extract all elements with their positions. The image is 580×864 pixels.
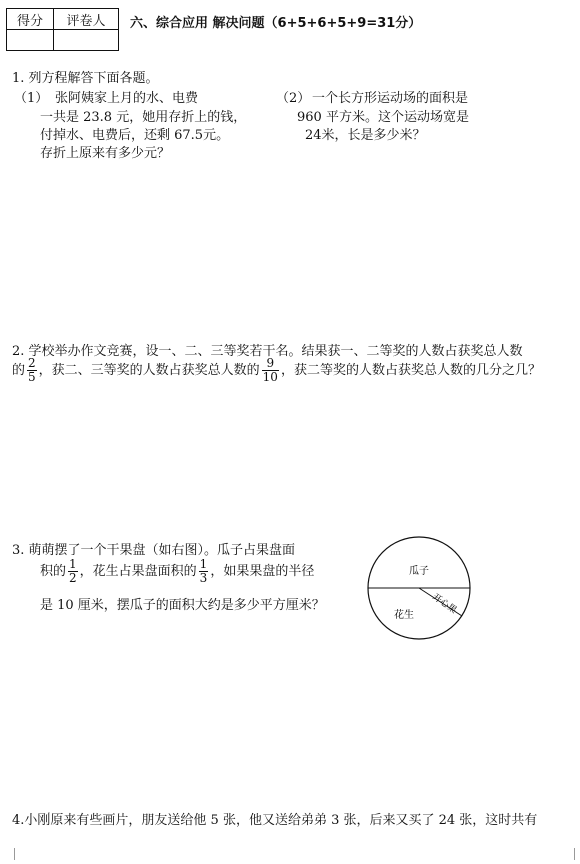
q2-text: 的 <box>12 363 26 378</box>
q1a-number: （1） <box>14 91 49 106</box>
fraction-numerator: 1 <box>69 557 77 571</box>
q1b-number: （2） <box>276 91 311 106</box>
q2-text: ，获二、三等奖的人数占获奖总人数的 <box>38 363 260 378</box>
fraction-numerator: 2 <box>28 356 36 370</box>
q2-line1: 2. 学校举办作文竞赛，设一、二、三等奖若干名。结果获一、二等奖的人数占获奖总人数 <box>12 344 523 359</box>
fraction <box>262 357 279 384</box>
fraction-denominator: 2 <box>69 571 77 585</box>
q3-text: ，花生占果盘面积的 <box>79 564 197 579</box>
fraction <box>27 357 37 384</box>
fraction-numerator: 1 <box>199 557 208 571</box>
fruit-plate-diagram <box>366 534 472 644</box>
grader-cell <box>54 30 119 51</box>
q1b-line: 一个长方形运动场的面积是 <box>312 91 469 106</box>
fraction <box>68 558 78 585</box>
q3-line3: 是 10 厘米，摆瓜子的面积大约是多少平方厘米？ <box>40 598 325 613</box>
q1a-line: 付掉水、电费后，还剩 67.5元。 <box>40 128 230 143</box>
q2-line2 <box>12 357 541 384</box>
q1a-line: 一共是 23.8 元，她用存折上的钱， <box>40 110 247 125</box>
label-melon-seeds: 瓜子 <box>409 566 429 577</box>
margin-tick <box>14 848 15 860</box>
q1b-line: 24米，长是多少米？ <box>305 128 426 143</box>
score-table <box>6 8 119 51</box>
margin-tick <box>574 848 575 860</box>
grader-header: 评卷人 <box>54 9 119 30</box>
q3-text: ，如果果盘的半径 <box>210 564 315 579</box>
fraction-numerator: 9 <box>262 357 279 371</box>
label-peanuts: 花生 <box>394 610 414 621</box>
fraction-denominator: 10 <box>262 370 278 384</box>
q2-text: ，获二等奖的人数占获奖总人数的几分之几？ <box>280 363 541 378</box>
q1b-line: 960 平方米。这个运动场宽是 <box>297 110 469 125</box>
q1a-line: 存折上原来有多少元？ <box>40 146 171 161</box>
q3-line2 <box>40 558 314 585</box>
q1-stem: 1. 列方程解答下面各题。 <box>12 71 159 86</box>
q3-text: 积的 <box>40 564 67 579</box>
label-pistachios: 开心果 <box>430 592 459 616</box>
fraction <box>199 558 209 585</box>
q1a-line: 张阿姨家上月的水、电费 <box>55 91 199 106</box>
score-cell <box>7 30 54 51</box>
q4-line1: 4.小刚原来有些画片，朋友送给他 5 张，他又送给弟弟 3 张，后来又买了 24 张，这时共有 <box>12 813 538 828</box>
score-header: 得分 <box>7 9 54 30</box>
fraction-denominator: 5 <box>28 370 36 384</box>
q3-line1: 3. 萌萌摆了一个干果盘（如右图）。瓜子占果盘面 <box>12 543 296 558</box>
section-title: 六、综合应用 解决问题（6+5+6+5+9=31分） <box>130 16 422 31</box>
fraction-denominator: 3 <box>199 571 208 585</box>
